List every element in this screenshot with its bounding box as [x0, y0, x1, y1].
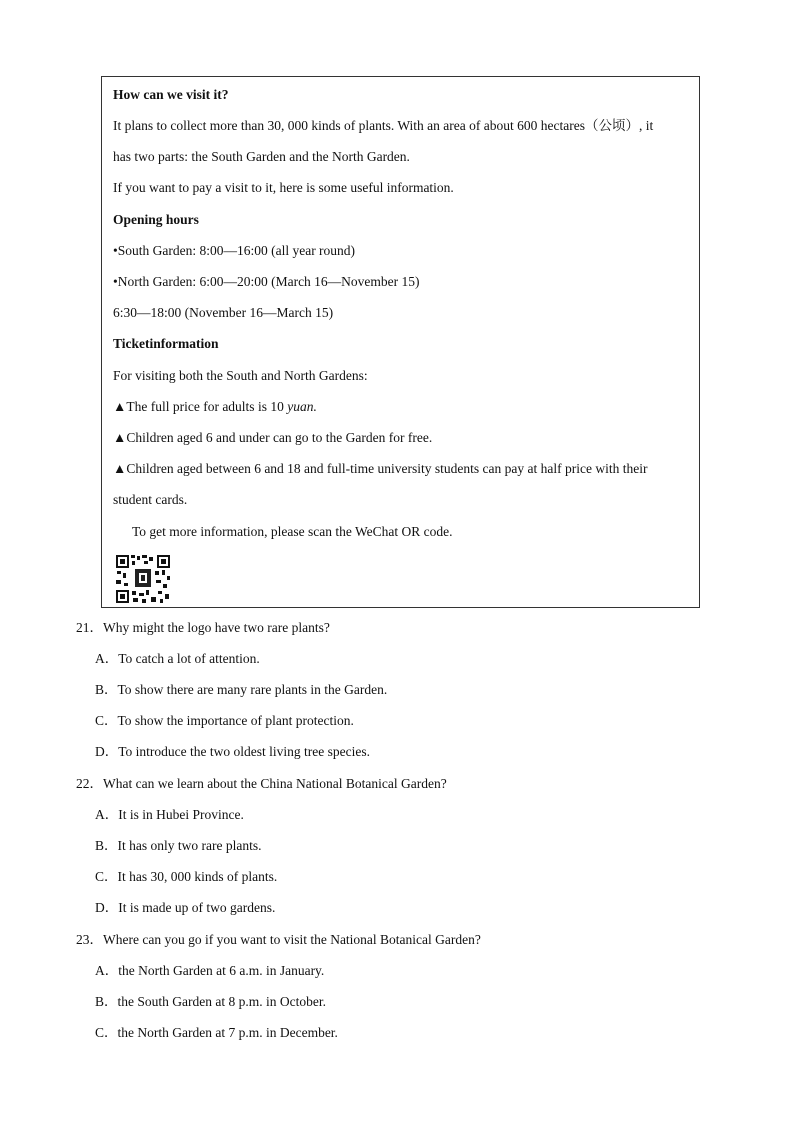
question-22: 22．What can we learn about the China National Botanical Garden?	[76, 776, 447, 791]
heading-visit: How can we visit it?	[113, 87, 229, 102]
heading-hours: Opening hours	[113, 212, 199, 227]
para2: If you want to pay a visit to it, here is some useful information.	[113, 180, 454, 195]
q22-option-b: B．It has only two rare plants.	[95, 838, 262, 853]
ticket-children: ▲Children aged 6 and under can go to the Garden for free.	[113, 430, 433, 445]
ticket-adult-text: ▲The full price for adults is 10	[113, 399, 288, 414]
heading-ticket: Ticketinformation	[113, 336, 219, 351]
ticket-students-2: student cards.	[113, 492, 188, 507]
hours-north-1: •North Garden: 6:00—20:00 (March 16—November 15)	[113, 274, 420, 289]
question-23: 23．Where can you go if you want to visit the National Botanical Garden?	[76, 932, 481, 947]
q23-option-a: A．the North Garden at 6 a.m. in January.	[95, 963, 325, 978]
ticket-adult-currency: yuan.	[287, 399, 317, 414]
q21-option-d: D．To introduce the two oldest living tree species.	[95, 744, 370, 759]
ticket-adult	[113, 398, 317, 416]
q21-option-a: A．To catch a lot of attention.	[95, 651, 260, 666]
q23-option-b: B．the South Garden at 8 p.m. in October.	[95, 994, 326, 1009]
qr-code-image	[115, 554, 171, 604]
q21-option-b: B．To show there are many rare plants in the Garden.	[95, 682, 388, 697]
q21-option-c: C．To show the importance of plant protection.	[95, 713, 354, 728]
question-21: 21．Why might the logo have two rare plants?	[76, 620, 330, 635]
ticket-students-1: ▲Children aged between 6 and 18 and full-time university students can pay at half price with their	[113, 461, 648, 476]
q23-option-c: C．the North Garden at 7 p.m. in December.	[95, 1025, 338, 1040]
para1-line2: has two parts: the South Garden and the North Garden.	[113, 149, 410, 164]
q22-option-d: D．It is made up of two gardens.	[95, 900, 276, 915]
ticket-intro: For visiting both the South and North Gardens:	[113, 368, 368, 383]
more-info: To get more information, please scan the WeChat OR code.	[132, 524, 453, 539]
hours-north-2: 6:30—18:00 (November 16—March 15)	[113, 305, 334, 320]
info-box	[101, 76, 700, 608]
para1-line1: It plans to collect more than 30, 000 kinds of plants. With an area of about 600 hectares（公顷）, it	[113, 118, 654, 133]
q22-option-a: A．It is in Hubei Province.	[95, 807, 244, 822]
hours-south: •South Garden: 8:00—16:00 (all year round)	[113, 243, 356, 258]
q22-option-c: C．It has 30, 000 kinds of plants.	[95, 869, 278, 884]
